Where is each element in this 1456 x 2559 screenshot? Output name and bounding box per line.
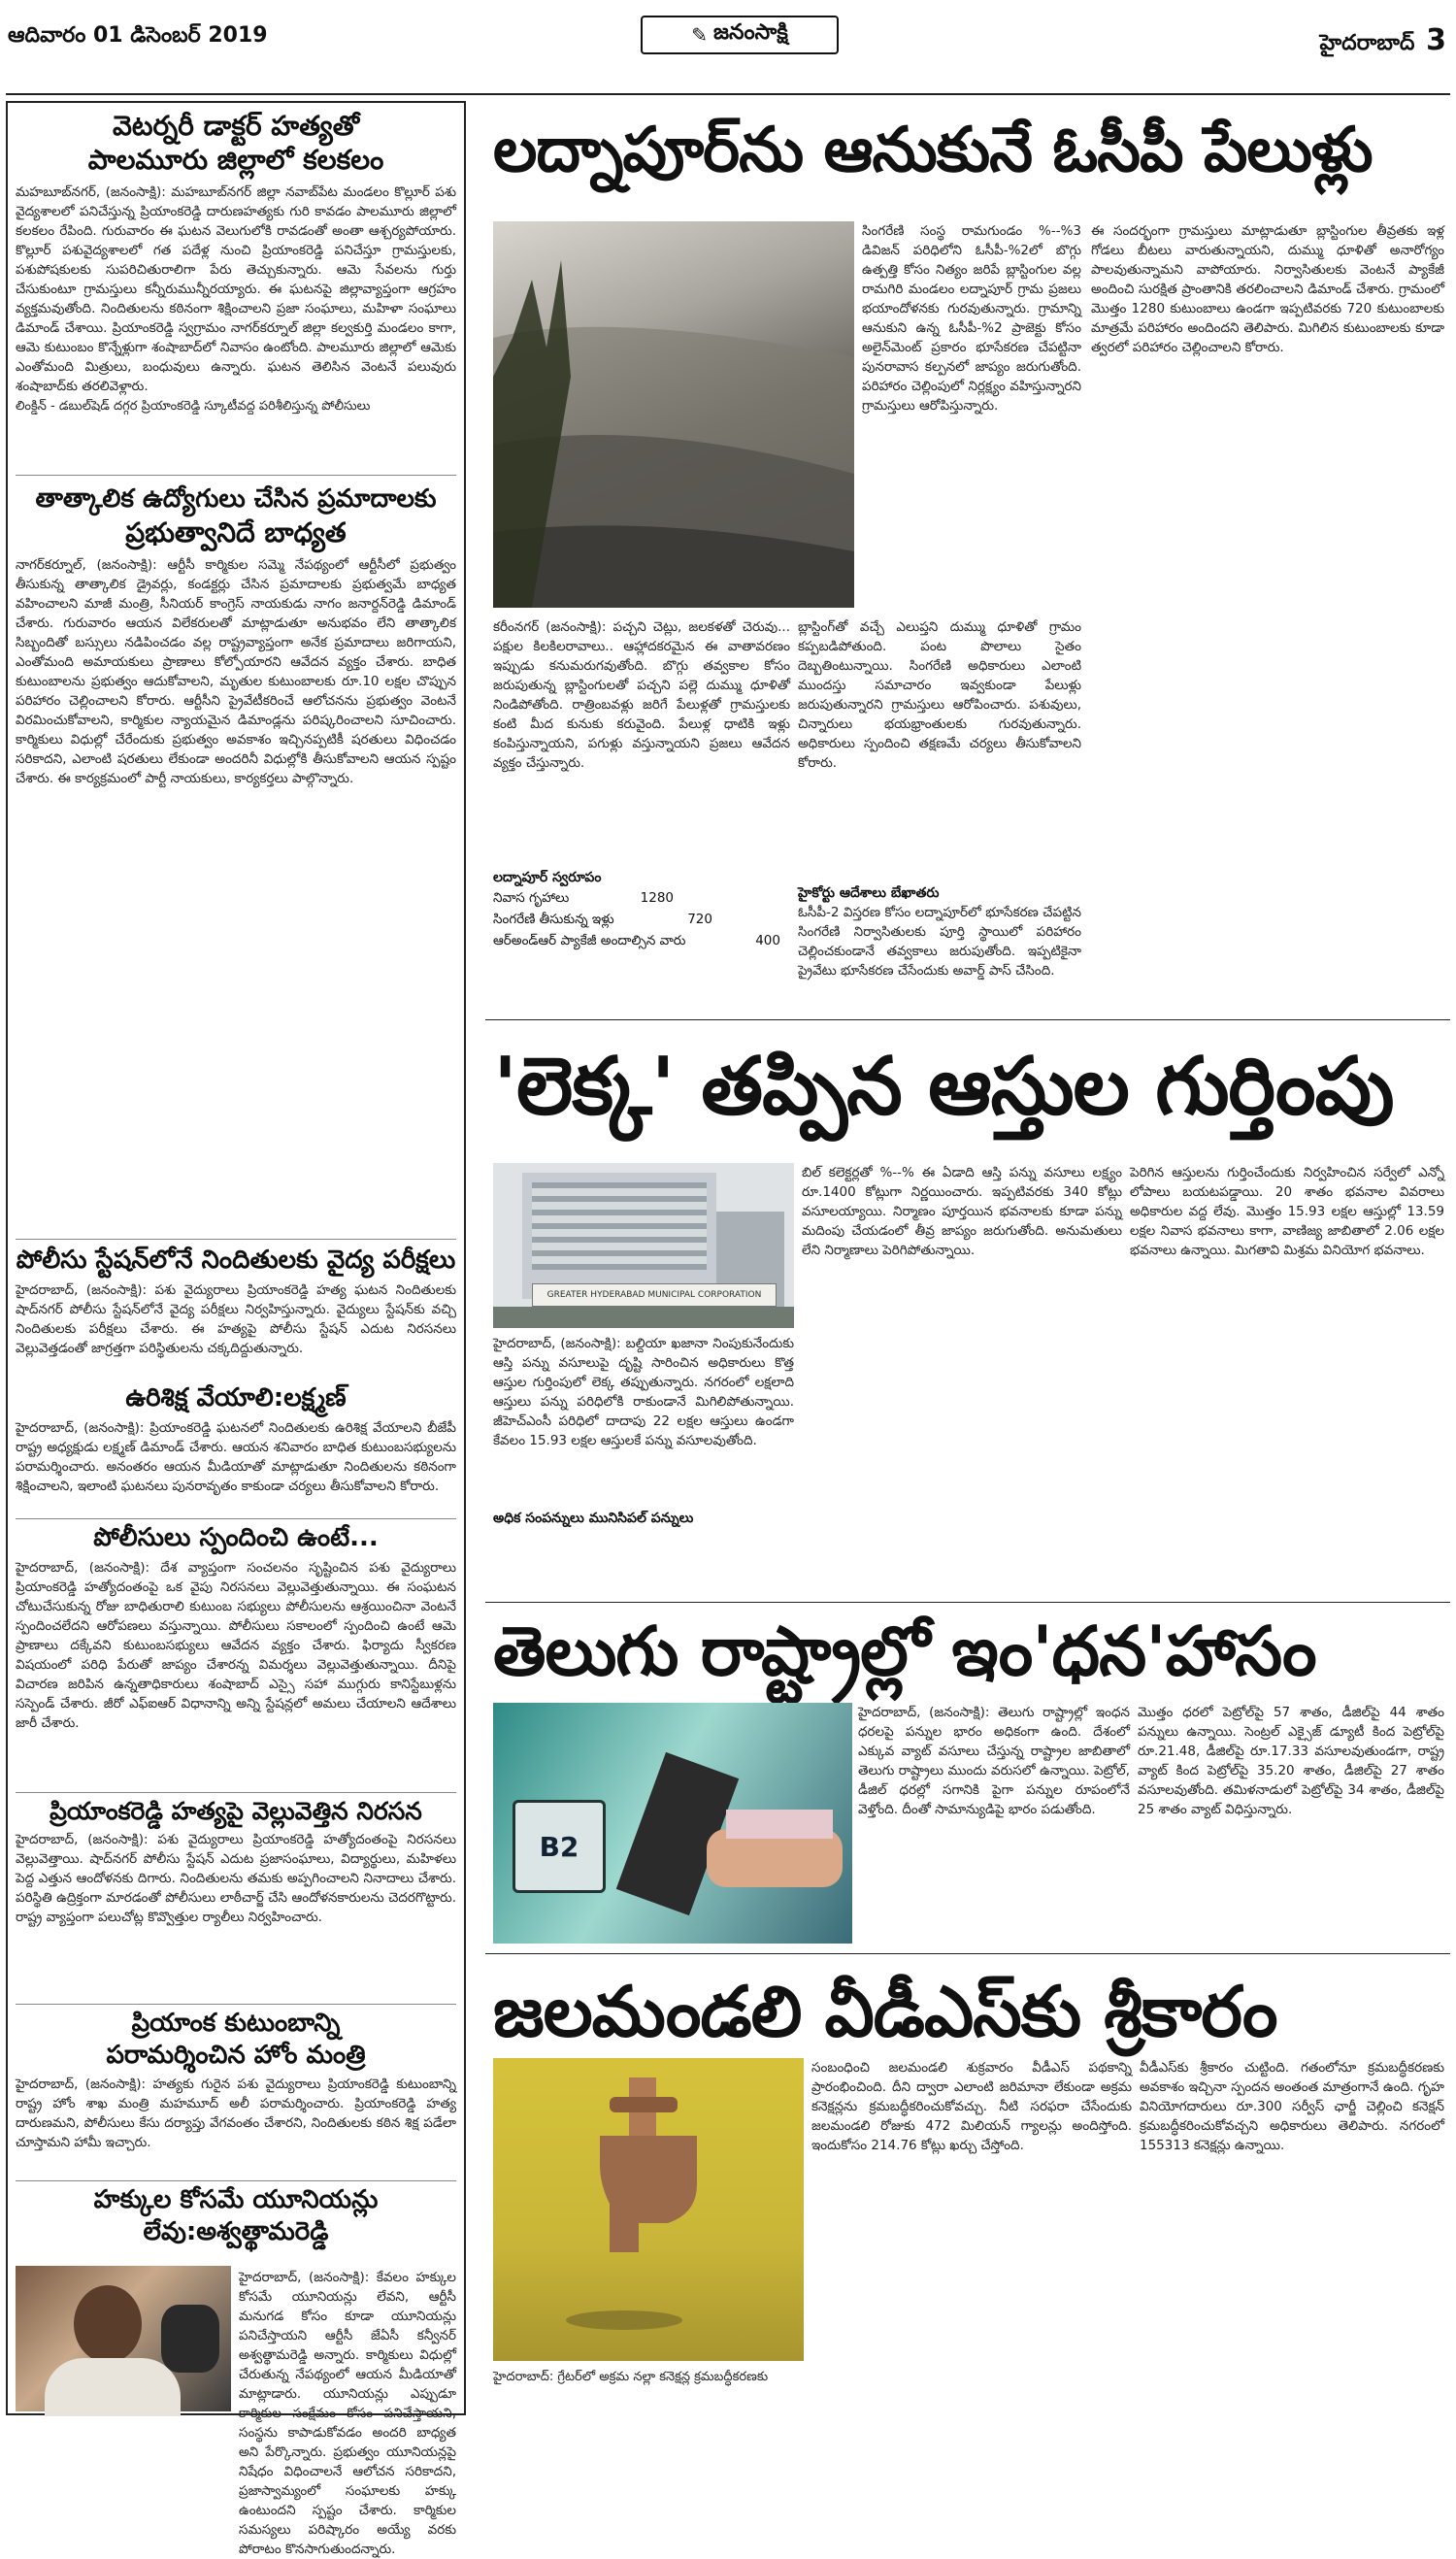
section-subhead: అధిక సంపన్నులు మునిసిపల్ పన్నులు [493,1511,694,1526]
ladnapur-text-right-b: ఈ సందర్భంగా గ్రామస్తులు మాట్లాడుతూ బ్లాస్టింగుల తీవ్రతకు ఇళ్ల గోడలు బీటలు వారుతున్నాయని, దుమ్ము ధూళితో అనారోగ్యం పాలవుతున్నామని వాపోయారు. నిర్వాసితులకు వెంటనే ప్యాకేజీ అందించి సురక్షిత ప్రాంతానికి తరలించాలని డిమాండ్ చేశారు. గ్రామంలో మొత్తం 1280 కుటుంబాలు ఉండగా ఇప్పటివరకు 720 కుటుంబాలకు మాత్రమే పరిహారం అందిందని తెలిపారు. మిగిలిన కుటుంబాలకు కూడా త్వరలో పరిహారం చెల్లించాలని కోరారు. [1091,223,1444,355]
left-column-box [6,101,466,2557]
fuel-pump-photo [493,1703,852,1944]
header-divider [6,93,1450,95]
mine-landscape-graphic [493,221,854,608]
story-divider [16,1792,456,1793]
story-body: హైదరాబాద్, (జనంసాక్షి): పశు వైద్యురాలు ప్రియాంకరెడ్డి హత్య ఘటన నిందితులకు షాద్‌నగర్ పోలీసు స్టేషన్‌లోనే వైద్య పరీక్షలు నిర్వహిస్తున్నారు. వైద్యులు స్టేషన్‌కు వచ్చి నిందితులకు పరీక్షలు చేశారు. ఈ హత్యపై పోలీసు స్టేషన్ ఎదుట నిరసనలు వెల్లువెత్తడంతో జాగ్రత్తగా పరిస్థితులను చక్కదిద్దుతున్నారు. [16,1281,456,1356]
ladnapur-col2 [798,617,1081,1000]
story-body: హైదరాబాద్, (జనంసాక్షి): దేశ వ్యాప్తంగా సంచలనం సృష్టించిన పశు వైద్యురాలు ప్రియాంకరెడ్డి హత్యోదంతంపై ఒక వైపు నిరసనలు వెల్లువెత్తుతున్నాయి. ఈ సంఘటన చోటుచేసుకున్న రోజు బాధితురాలి కుటుంబ సభ్యులు పోలీసులను ఆశ్రయించినా వెంటనే స్పందించలేదని ఆరోపణలు వస్తున్నాయి. పోలీసులు సకాలంలో స్పందించి ఉంటే ఆమె ప్రాణాలు దక్కేవని కుటుంబసభ్యులు ఆవేదన వ్యక్తం చేశారు. ఫిర్యాదు స్వీకరణ విషయంలో పరిధి పేరుతో జాప్యం చేశారన్న విమర్శలు వెల్లువెత్తుతున్నాయి. దీనిపై విచారణ జరిపిన ఉన్నతాధికారులు శంషాబాద్ ఎస్సై సహా ముగ్గురు కానిస్టేబుళ్లను సస్పెండ్ చేశారు. జీరో ఎఫ్‌ఐఆర్ విధానాన్ని అన్ని స్టేషన్లలో అమలు చేయాలని ఆదేశాలు జారీ చేశారు. [16,1559,456,1731]
section-divider [485,1019,1450,1020]
story-divider [16,2180,456,2181]
second-person-shape [161,2305,219,2373]
story-headline: హక్కుల కోసమే యూనియన్లు [93,2185,379,2214]
ghmc-sign: GREATER HYDERABAD MUNICIPAL CORPORATION [532,1283,777,1307]
story-police-tests [16,1245,456,1358]
story-body: బ్లాస్టింగ్‌తో వచ్చే ఎలుప్తని దుమ్ము ధూళితో గ్రామం కప్పబడిపోతుంది. పంట పొలాలు సైతం దెబ్బతింటున్నాయి. సింగరేణి అధికారులు ఎలాంటి ముందస్తు సమాచారం ఇవ్వకుండా పేలుళ్లు జరుపుతున్నారని గ్రామస్తులు ఆరోపించారు. పశువులు, చిన్నారులు భయభ్రాంతులకు గురవుతున్నారు. అధికారులు స్పందించి తక్షణమే చర్యలు తీసుకోవాలని కోరారు. [798,619,1081,771]
section-divider [485,1602,1450,1603]
story-headline: ప్రభుత్వానిదే బాధ్యత [125,515,347,548]
building-shape [522,1173,716,1299]
section-subhead: హైకోర్టు ఆదేశాలు బేఖాతరు [798,885,940,901]
edition-label [1319,23,1446,60]
unions-leader-photo [16,2266,231,2411]
story-divider [16,475,456,476]
masthead-logo [641,16,839,54]
jalamandali-col1: సంబంధించి జలమండలి శుక్రవారం వీడీఎస్ పథకాన్ని ప్రారంభించింది. దీని ద్వారా ఎలాంటి జరిమానా లేకుండా అక్రమ కనెక్షన్లను క్రమబద్ధీకరించుకోవచ్చు. నీటి సరఫరా చేసేందుకు జలమండలి రోజుకు 472 మిలియన్ గ్యాలన్లు అందిస్తోంది. ఇందుకోసం 214.76 కోట్లు ఖర్చు చేస్తోంది. [811,2060,1132,2153]
story-headline: ప్రియాంకరెడ్డి హత్యపై వెల్లువెత్తిన నిరసన [50,1797,422,1825]
jalamandali-headline: జలమండలి వీడీఎస్‌కు శ్రీకారం [493,1971,1277,2052]
newspaper-icon: ✎ [691,23,708,47]
edition-city: హైదరాబాద్ [1319,31,1415,55]
story-headline: ఉరిశిక్ష వేయాలి:లక్ష్మణ్ [125,1383,347,1412]
story-police-respond [16,1522,456,1733]
lekka-col3: పెరిగిన ఆస్తులను గుర్తించేందుకు నిర్వహించిన సర్వేలో ఎన్నో లోపాలు బయటపడ్డాయి. 20 శాతం భవనాల వివరాలు అధికారుల వద్ద లేవు. మొత్తం 15.93 లక్షల ఆస్తుల్లో 13.59 లక్షల నివాస భవనాలు కాగా, వాణిజ్య జాబితాలో 2.06 లక్షల భవనాలు ఉన్నాయి. మిగతావి మిశ్రమ వినియోగ భవనాలు. [1130,1165,1444,1258]
jalamandali-col2: వీడీఎస్‌కు శ్రీకారం చుట్టింది. గతంలోనూ క్రమబద్ధీకరణకు అవకాశం ఇచ్చినా స్పందన అంతంత మాత్రంగానే ఉంది. గృహ వినియోగదారులు రూ.300 సర్వీస్ ఛార్జీ చెల్లించి కనెక్షన్ క్రమబద్ధీకరించుకోవచ్చని అధికారులు తెలిపారు. నగరంలో 155313 కనెక్షన్లు ఉన్నాయి. [1140,2060,1444,2153]
story-byline: లింక్డిన్ - డబుల్‌షెడ్ దగ్గర ప్రియాంకరెడ్డి స్కూటీవద్ద పరిశీలిస్తున్న పోలీసులు [16,399,371,414]
stat-row [493,930,790,951]
water-tap-photo [493,2058,804,2361]
story-headline: లేవు:అశ్వత్థామరెడ్డి [143,2216,329,2246]
lekka-headline: 'లెక్క' తప్పిన ఆస్తుల గుర్తింపు [493,1041,1394,1133]
ghmc-building-photo [493,1163,794,1328]
story-divider [16,1518,456,1519]
ladnapur-col1 [493,617,790,951]
story-temp-employees [16,483,456,788]
stat-value: 400 [755,933,780,948]
section-divider [485,1953,1450,1954]
story-divider [16,2004,456,2005]
story-headline: పరామర్శించిన హోం మంత్రి [106,2040,366,2070]
pump-label: B2 [513,1800,606,1893]
fuel-col1: హైదరాబాద్, (జనంసాక్షి): తెలుగు రాష్ట్రాల్లో ఇంధన ధరలపై పన్నుల భారం అధికంగా ఉంది. దేశంలో ఎక్కువ వ్యాట్ వసూలు చేస్తున్న రాష్ట్రాల జాబితాలో తెలుగు రాష్ట్రాలు ముందు వరుసలో ఉన్నాయి. పెట్రోల్, డీజిల్ ధరల్లో సగానికి పైగా పన్నుల రూపంలోనే వెళ్తోంది. దీంతో సామాన్యుడిపై భారం పడుతోంది. [858,1705,1130,1817]
water-tap-icon [493,2058,804,2361]
story-protest [16,1796,456,1927]
stat-value: 720 [687,912,712,927]
story-body: ఓసీపీ-2 విస్తరణ కోసం లద్నాపూర్‌లో భూసేకరణ చేపట్టిన సింగరేణి నిర్వాసితులకు పూర్తి స్థాయిలో పరిహారం చెల్లించకుండానే తవ్వకాలు జరుపుతోంది. ఇప్పటికైనా ప్రైవేటు భూసేకరణ చేసేందుకు అవార్డ్ పాస్ చేసింది. [798,905,1081,979]
story-unions [16,2184,456,2247]
lekka-col1 [493,1334,794,1528]
stat-value: 1280 [640,890,674,906]
fuel-headline: తెలుగు రాష్ట్రాల్లో ఇం'ధన'హాసం [493,1612,1316,1691]
story-divider [16,1239,456,1240]
story-body: నాగర్‌కర్నూల్, (జనంసాక్షి): ఆర్టీసీ కార్మికుల సమ్మె నేపథ్యంలో ఆర్టీసీలో ప్రభుత్వం తీసుకున్న తాత్కాలిక డ్రైవర్లు, కండక్టర్లు చేసిన ప్రమాదాలకు ప్రభుత్వమే బాధ్యత వహించాలని మాజీ మంత్రి, సీనియర్ కాంగ్రెస్ నాయకుడు నాగం జనార్దన్‌రెడ్డి డిమాండ్ చేశారు. గురువారం ఆయన విలేకరులతో మాట్లాడుతూ అనుభవం లేని తాత్కాలిక సిబ్బందితో బస్సులు నడిపించడం వల్ల రాష్ట్రవ్యాప్తంగా అనేక ప్రమాదాలు జరిగాయని, ఎంతోమంది అమాయకులు ప్రాణాలు కోల్పోయారని ఆవేదన వ్యక్తం చేశారు. బాధిత కుటుంబాలను ప్రభుత్వం ఆదుకోవాలని, మృతుల కుటుంబాలకు రూ.10 లక్షల చొప్పున పరిహారం చెల్లించాలని కోరారు. ఆర్టీసీని ప్రైవేటీకరించే ఆలోచనను ప్రభుత్వం వెంటనే విరమించుకోవాలని, కార్మికుల న్యాయమైన డిమాండ్లను పరిష్కరించాలని సూచించారు. కార్మికులు విధుల్లో చేరేందుకు ప్రభుత్వం అవకాశం ఇచ్చినప్పటికీ షరతులు విధించడం సరికాదని, ఎలాంటి షరతులు లేకుండా అందరినీ విధుల్లోకి తీసుకోవాలని ఆయన స్పష్టం చేశారు. ఈ కార్యక్రమంలో పార్టీ నాయకులు, కార్యకర్తలు పాల్గొన్నారు. [16,556,456,786]
story-headline: ప్రియాంక కుటుంబాన్ని [131,2009,341,2038]
stats-table [493,887,790,951]
ocp-mine-photo [493,221,854,608]
stat-label: సింగరేణి తీసుకున్న ఇళ్లు [493,912,614,927]
jalamandali-caption: హైదరాబాద్: గ్రేటర్‌లో అక్రమ నల్లా కనెక్షన్ల క్రమబద్ధీకరణకు [493,2370,769,2384]
person-body-shape [45,2358,181,2416]
story-headline: పాలమూరు జిల్లాలో కలకలం [87,144,384,176]
lekka-col2: బిల్ కలెక్టర్లతో %--% ఈ ఏడాది ఆస్తి పన్ను వసూలు లక్ష్యం రూ.1400 కోట్లుగా నిర్ణయించారు. ఇప్పటివరకు 340 కోట్లు వసూలయ్యాయి. నిర్మాణం పూర్తయిన భవనాలకు కూడా పన్ను మదింపు చేయడంలో తీవ్ర జాప్యం జరుగుతోంది. అనుమతులు లేని నిర్మాణాలు పెరిగిపోతున్నాయి. [802,1165,1122,1258]
story-body: హైదరాబాద్, (జనంసాక్షి): కేవలం హక్కుల కోసమే యూనియన్లు లేవని, ఆర్టీసీ మనుగడ కోసం కూడా యూనియన్లు పనిచేస్తాయని ఆర్టీసీ జేఏసీ కన్వీనర్ అశ్వత్థామరెడ్డి అన్నారు. కార్మికులు విధుల్లో చేరుతున్న నేపథ్యంలో ఆయన మీడియాతో మాట్లాడారు. యూనియన్లు ఎప్పుడూ కార్మికుల సంక్షేమం కోసం పనిచేస్తాయని, సంస్థను కాపాడుకోవడం అందరి బాధ్యత అని పేర్కొన్నారు. ప్రభుత్వం యూనియన్లపై నిషేధం విధించాలనే ఆలోచన సరికాదని, ప్రజాస్వామ్యంలో సంఘాలకు హక్కు ఉంటుందని స్పష్టం చేశారు. కార్మికుల సమస్యలు పరిష్కారం అయ్యే వరకు పోరాటం కొనసాగుతుందన్నారు. [239,2270,456,2557]
stat-label: ఆర్‌అండ్‌ఆర్ ప్యాకేజీ అందాల్సిన వారు [493,933,686,948]
section-subhead: లద్నాపూర్ స్వరూపం [493,870,602,885]
story-body: హైదరాబాద్, (జనంసాక్షి): బల్దియా ఖజానా నింపుకునేందుకు ఆస్తి పన్ను వసూలుపై దృష్టి సారించిన అధికారులు కొత్త ఆస్తుల గుర్తింపులో లెక్క తప్పుతున్నారు. నగరంలో లక్షలాది ఆస్తులు పన్ను పరిధిలోకి రాకుండానే మిగిలిపోతున్నాయి. జీహెచ్‌ఎంసీ పరిధిలో దాదాపు 22 లక్షల ఆస్తులు ఉండగా కేవలం 15.93 లక్షల ఆస్తులకే పన్ను వసూలవుతోంది. [493,1336,794,1448]
fuel-col2: మొత్తం ధరలో పెట్రోల్‌పై 57 శాతం, డీజిల్‌పై 44 శాతం పన్నులు ఉన్నాయి. సెంట్రల్ ఎక్సైజ్ డ్యూటీ కింద పెట్రోల్‌పై రూ.21.48, డీజిల్‌పై రూ.17.33 వసూలవుతుండగా, రాష్ట్ర వ్యాట్ కింద పెట్రోల్‌పై 35.20 శాతం, డీజిల్‌పై 27 శాతం వసూలవుతోంది. తమిళనాడులో పెట్రోల్‌పై 34 శాతం, డీజిల్‌పై 25 శాతం వ్యాట్ విధిస్తున్నారు. [1138,1705,1444,1817]
story-vet-doctor [16,109,456,415]
story-body: హైదరాబాద్, (జనంసాక్షి): హత్యకు గురైన పశు వైద్యురాలు ప్రియాంకరెడ్డి కుటుంబాన్ని రాష్ట్ర హోం శాఖ మంత్రి మహమూద్ అలీ పరామర్శించారు. ప్రియాంకరెడ్డి హత్య దారుణమని, పోలీసులు కేసు దర్యాప్తు వేగవంతం చేశారని, నిందితులకు కఠిన శిక్ష పడేలా చూస్తామని హామీ ఇచ్చారు. [16,2077,456,2150]
page-number: 3 [1426,23,1446,57]
story-home-minister [16,2008,456,2152]
ground-shape [493,1307,794,1328]
story-body: హైదరాబాద్, (జనంసాక్షి): ప్రియాంకరెడ్డి ఘటనలో నిందితులకు ఉరిశిక్ష వేయాలని బీజేపీ రాష్ట్ర అధ్యక్షుడు లక్ష్మణ్ డిమాండ్ చేశారు. ఆయన శనివారం బాధిత కుటుంబసభ్యులను పరామర్శించారు. అనంతరం ఆయన మీడియాతో మాట్లాడుతూ నిందితులను కఠినంగా శిక్షించాలని, ఇలాంటి ఘటనలు పునరావృతం కాకుండా చర్యలు తీసుకోవాలని కోరారు. [16,1419,456,1494]
person-head-shape [74,2285,142,2363]
story-headline: పోలీసు స్టేషన్‌లోనే నిందితులకు వైద్య పరీక్షలు [16,1246,456,1275]
story-laxman [16,1382,456,1496]
story-body: మహబూబ్‌నగర్, (జనంసాక్షి): మహబూబ్‌నగర్ జిల్లా నవాబ్‌పేట మండలం కొల్లూర్ పశు వైద్యశాలలో పనిచేస్తున్న ప్రియాంకరెడ్డి దారుణహత్యకు గురి కావడం పాలమూరు జిల్లాలో కలకలం రేపింది. గురువారం ఈ ఘటన వెలుగులోకి రావడంతో అంతా ఆశ్చర్యపోయారు. కొల్లూర్ పశువైద్యశాలలో గత పదేళ్ల నుంచి ప్రియాంకరెడ్డి పనిచేస్తూ గ్రామస్తులకు, పశుపోషకులకు సుపరిచితురాలిగా పేరు తెచ్చుకున్నారు. ఆమె సేవలను గుర్తు చేసుకుంటూ గ్రామస్తులు కన్నీరుమున్నీరయ్యారు. ఈ ఘటనపై జిల్లావ్యాప్తంగా ఆగ్రహం వ్యక్తమవుతోంది. నిందితులను కఠినంగా శిక్షించాలని ప్రజా సంఘాలు, మహిళా సంఘాలు డిమాండ్ చేశాయి. ప్రియాంకరెడ్డి స్వగ్రామం నాగర్‌కర్నూల్ జిల్లా కల్వకుర్తి మండలం కాగా, ఆమె కుటుంబం కొన్నేళ్లుగా శంషాబాద్‌లో నివాసం ఉంటోంది. పాలమూరు జిల్లాలో ఆమెకు ఎంతోమంది మిత్రులు, బంధువులు ఉన్నారు. ఘటన తెలిసిన వెంటనే పలువురు శంషాబాద్‌కు తరలివెళ్లారు. [16,184,456,394]
masthead-title: జనంసాక్షి [712,20,788,45]
ladnapur-text-right-a: సింగరేణి సంస్థ రామగుండం %--%3 డివిజన్ పరిధిలోని ఓసీపీ-%2లో బొగ్గు ఉత్పత్తి కోసం నిత్యం జరిపే బ్లాస్టింగుల వల్ల రామగిరి మండలం లద్నాపూర్ గ్రామ ప్రజలు భయాందోళనకు గురవుతున్నారు. గ్రామాన్ని ఆనుకుని ఉన్న ఓసీపీ-%2 ప్రాజెక్టు కోసం అలైన్‌మెంట్ ప్రకారం భూసేకరణ చేపట్టినా పునరావాస కల్పనలో జాప్యం జరుగుతోంది. పరిహారం చెల్లింపులో నిర్లక్ష్యం వహిస్తున్నారని గ్రామస్తులు ఆరోపిస్తున్నారు. [862,223,1081,414]
story-headline: తాత్కాలిక ఉద్యోగులు చేసిన ప్రమాదాలకు [35,484,437,514]
stat-row [493,909,790,930]
story-headline: పోలీసులు స్పందించి ఉంటే... [93,1523,379,1552]
story-headline: వెటర్నరీ డాక్టర్ హత్యతో [112,110,360,142]
building-windows [532,1182,707,1270]
story-body: కరీంనగర్ (జనంసాక్షి): పచ్చని చెట్లు, జలకళతో చెరువు... పక్షుల కిలకిలరావాలు.. ఆహ్లాదకరమైన ఈ వాతావరణం ఇప్పుడు కనుమరుగవుతోంది. బొగ్గు తవ్వకాల కోసం జరుపుతున్న బ్లాస్టింగులతో పచ్చని పల్లె దుమ్ము ధూళితో నిండిపోతోంది. రాత్రింబవళ్లు జరిగే పేలుళ్లతో గ్రామస్తులకు కంటి మీద కునుకు కరువైంది. పేలుళ్ల ధాటికి ఇళ్లు కంపిస్తున్నాయని, పగుళ్లు వస్తున్నాయని ప్రజలు ఆవేదన వ్యక్తం చేస్తున్నారు. [493,619,790,771]
issue-date: ఆదివారం 01 డిసెంబర్ 2019 [8,23,268,48]
stat-row [493,887,790,909]
ladnapur-headline: లద్నాపూర్‌ను ఆనుకునే ఓసీపీ పేలుళ్లు [493,115,1373,186]
currency-notes-shape [726,1810,833,1839]
stat-label: నివాస గృహాలు [493,890,570,906]
story-body: హైదరాబాద్, (జనంసాక్షి): పశు వైద్యురాలు ప్రియాంకరెడ్డి హత్యోదంతంపై నిరసనలు వెల్లువెత్తాయి. షాద్‌నగర్ పోలీసు స్టేషన్ ఎదుట ప్రజాసంఘాలు, విద్యార్థులు, మహిళలు పెద్ద ఎత్తున ఆందోళనకు దిగారు. నిందితులను తమకు అప్పగించాలని నినాదాలు చేశారు. పరిస్థితి ఉద్రిక్తంగా మారడంతో పోలీసులు లాఠీచార్జ్ చేసి ఆందోళనకారులను చెదరగొట్టారు. రాష్ట్ర వ్యాప్తంగా పలుచోట్ల కొవ్వొత్తుల ర్యాలీలు నిర్వహించారు. [16,1832,456,1926]
